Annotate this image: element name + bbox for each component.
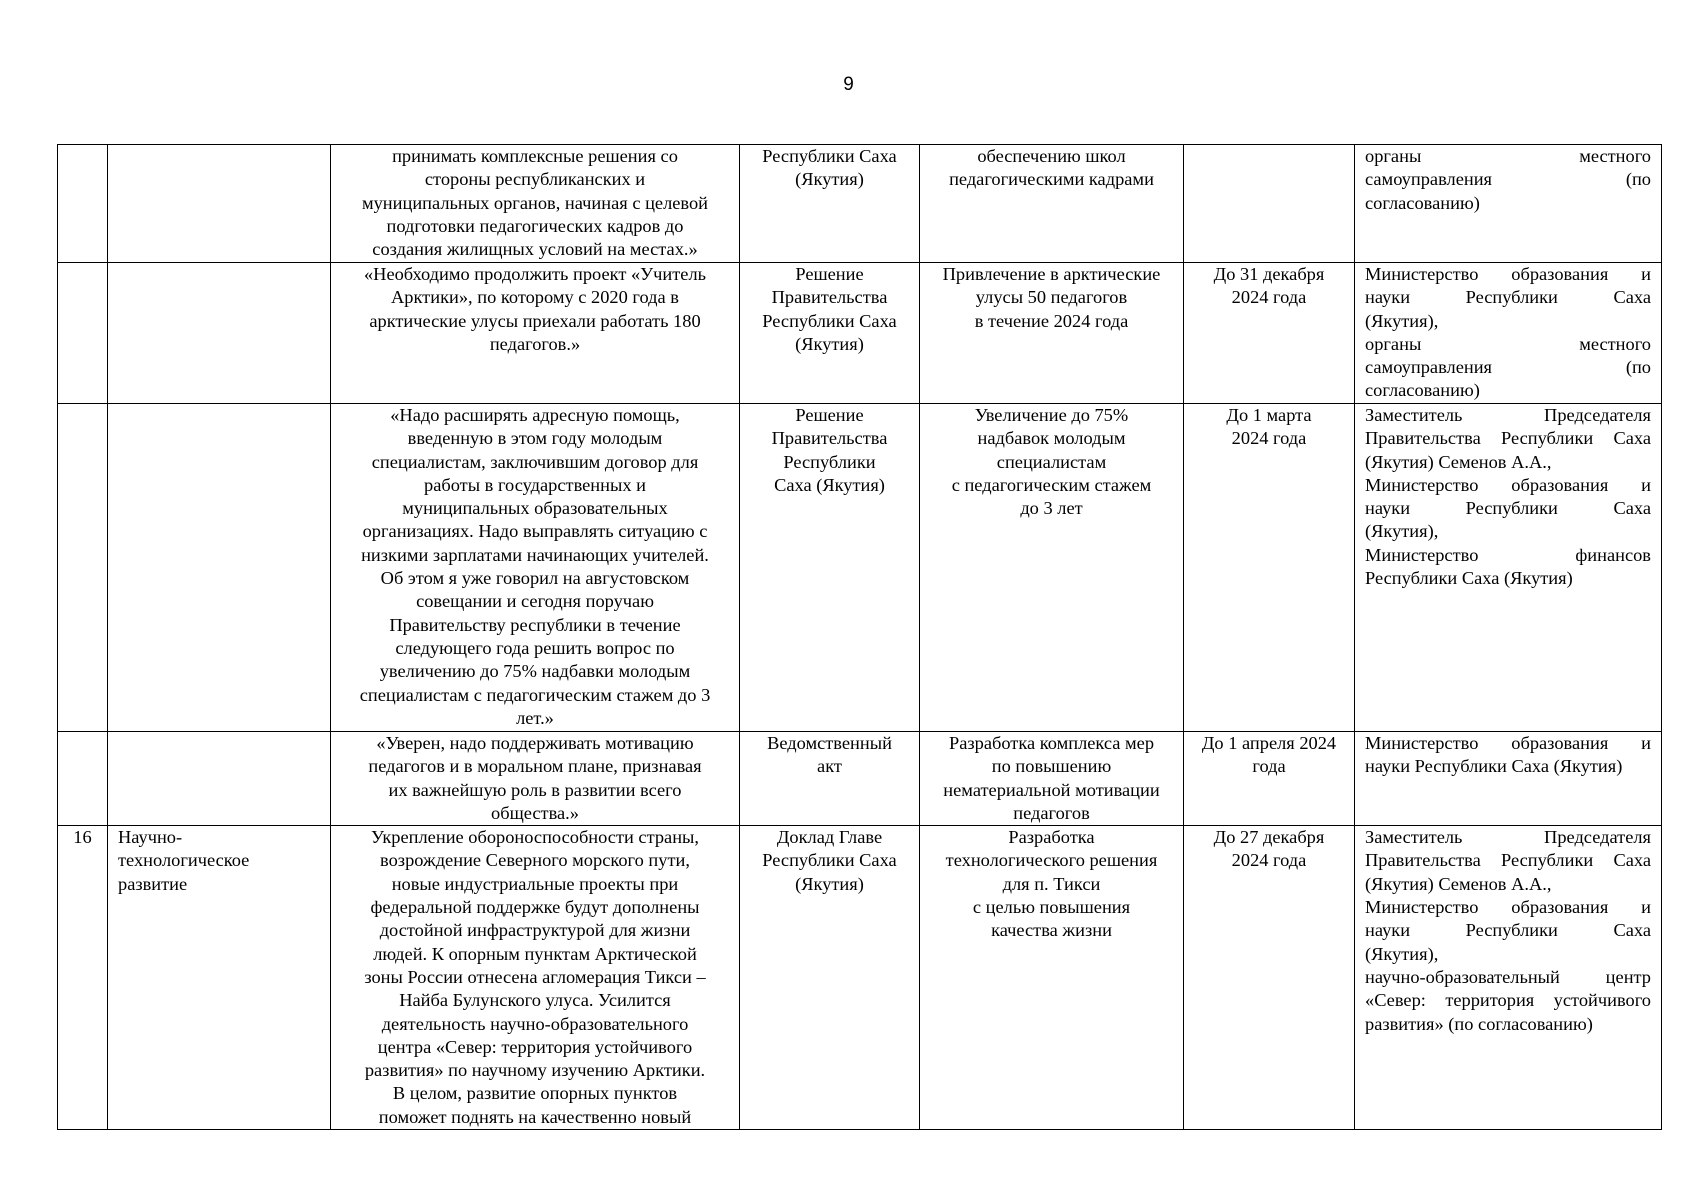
- cell-line: Об этом я уже говорил на августовском: [380, 568, 690, 589]
- cell-line: Научно-: [118, 827, 183, 848]
- cell-line: принимать комплексные решения со: [392, 146, 678, 166]
- cell-line: Привлечение в арктические: [942, 264, 1161, 284]
- implementation-form-cell: [740, 404, 920, 732]
- cell-line: поможет поднять на качественно новый: [378, 1106, 692, 1127]
- cell-line: деятельность научно-образовательного: [381, 1013, 689, 1034]
- cell-line: людей. К опорным пунктам Арктической: [373, 943, 697, 964]
- expected-result-cell: [920, 826, 1184, 1130]
- address-quote-cell: [331, 732, 740, 826]
- cell-line: Министерство образования и: [1365, 897, 1651, 918]
- row-number-cell: [58, 404, 108, 732]
- cell-line: технологического решения: [945, 850, 1158, 871]
- cell-line: развития» по научному изучению Арктики.: [364, 1060, 706, 1081]
- direction-cell: [108, 826, 331, 1130]
- cell-line: возрождение Северного морского пути,: [380, 850, 690, 871]
- deadline-cell: [1184, 826, 1355, 1130]
- cell-line: 2024 года: [1231, 428, 1307, 449]
- cell-line: педагогов.»: [489, 333, 581, 354]
- cell-line: Правительству республики в течение: [389, 614, 681, 635]
- cell-line: «Надо расширять адресную помощь,: [390, 405, 680, 425]
- cell-line: арктические улусы приехали работать 180: [369, 310, 701, 331]
- cell-line: До 1 марта: [1226, 405, 1312, 425]
- cell-line: Министерство образования и: [1365, 733, 1651, 753]
- cell-line: «Север: территория устойчивого: [1365, 990, 1651, 1011]
- cell-line: акт: [817, 756, 842, 777]
- cell-line: Правительства Республики Саха: [1365, 428, 1651, 449]
- cell-line: в течение 2024 года: [974, 310, 1129, 331]
- cell-line: специалистам с педагогическим стажем до 3: [359, 684, 711, 705]
- cell-line: достойной инфраструктурой для жизни: [379, 920, 691, 941]
- deadline-cell: [1184, 404, 1355, 732]
- cell-line: органы местного: [1365, 146, 1651, 166]
- responsible-cell: [1355, 145, 1662, 263]
- cell-line: (Якутия),: [1365, 310, 1439, 331]
- direction-cell: [108, 732, 331, 826]
- cell-line: с целью повышения: [972, 897, 1131, 918]
- cell-line: их важнейшую роль в развитии всего: [388, 779, 682, 800]
- cell-line: введенную в этом году молодым: [407, 428, 663, 449]
- cell-line: следующего года решить вопрос по: [395, 637, 675, 658]
- deadline-cell: [1184, 263, 1355, 404]
- table-row: [58, 732, 1662, 826]
- cell-line: федеральной поддержке будут дополнены: [370, 897, 700, 918]
- cell-line: науки Республики Саха: [1365, 287, 1651, 308]
- cell-line: Доклад Главе: [776, 827, 883, 848]
- row-number-cell: [58, 263, 108, 404]
- cell-line: Решение: [795, 264, 864, 284]
- cell-line: Правительства: [771, 287, 888, 308]
- cell-line: Министерство образования и: [1365, 264, 1651, 284]
- cell-line: Увеличение до 75%: [974, 405, 1129, 425]
- direction-cell: [108, 263, 331, 404]
- cell-line: науки Республики Саха: [1365, 920, 1651, 941]
- row-number-cell: [58, 145, 108, 263]
- cell-line: по повышению: [991, 756, 1112, 777]
- cell-line: Министерство финансов: [1365, 544, 1651, 565]
- cell-line: Решение: [795, 405, 864, 425]
- cell-line: самоуправления (по: [1365, 169, 1651, 190]
- cell-line: согласованию): [1365, 192, 1480, 213]
- expected-result-cell: [920, 145, 1184, 263]
- cell-line: совещании и сегодня поручаю: [416, 591, 654, 612]
- responsible-cell: [1355, 732, 1662, 826]
- cell-line: специалистам: [996, 451, 1107, 472]
- cell-line: (Якутия) Семенов А.А.,: [1365, 451, 1552, 472]
- cell-line: педагогов и в моральном плане, признавая: [368, 756, 702, 777]
- table-row: [58, 145, 1662, 263]
- cell-line: надбавок молодым: [977, 428, 1126, 449]
- cell-line: улусы 50 педагогов: [975, 287, 1128, 308]
- cell-line: Заместитель Председателя: [1365, 405, 1651, 425]
- cell-line: лет.»: [516, 707, 554, 728]
- cell-line: 2024 года: [1231, 287, 1307, 308]
- cell-line: До 1 апреля 2024: [1201, 733, 1337, 753]
- cell-line: Заместитель Председателя: [1365, 827, 1651, 848]
- cell-line: (Якутия),: [1365, 521, 1439, 542]
- deadline-cell: [1184, 145, 1355, 263]
- address-quote-cell: [331, 826, 740, 1130]
- page-number: 9: [843, 74, 854, 95]
- implementation-form-cell: [740, 826, 920, 1130]
- cell-line: 2024 года: [1231, 850, 1307, 871]
- cell-line: органы местного: [1365, 333, 1651, 354]
- table-row: [58, 826, 1662, 1130]
- row-number-cell: 16: [58, 826, 108, 1130]
- expected-result-cell: [920, 404, 1184, 732]
- cell-line: общества.»: [491, 802, 579, 823]
- implementation-form-cell: [740, 263, 920, 404]
- cell-line: До 27 декабря: [1213, 827, 1325, 848]
- cell-line: Республики Саха (Якутия): [1365, 568, 1573, 589]
- cell-line: (Якутия),: [1365, 943, 1439, 964]
- cell-line: обеспечению школ: [977, 146, 1126, 166]
- cell-line: согласованию): [1365, 380, 1480, 401]
- cell-line: Укрепление обороноспособности страны,: [370, 827, 700, 848]
- cell-line: педагогов: [1013, 802, 1090, 823]
- cell-line: зоны России отнесена агломерация Тикси –: [364, 966, 706, 987]
- cell-line: Республики Саха: [762, 146, 897, 166]
- cell-line: года: [1252, 756, 1286, 777]
- cell-line: (Якутия): [795, 333, 864, 354]
- cell-line: До 31 декабря: [1213, 264, 1325, 284]
- cell-line: (Якутия) Семенов А.А.,: [1365, 873, 1552, 894]
- cell-line: В целом, развитие опорных пунктов: [392, 1083, 678, 1104]
- cell-line: работы в государственных и: [424, 474, 646, 495]
- direction-cell: [108, 145, 331, 263]
- cell-line: Разработка комплекса мер: [948, 733, 1155, 753]
- cell-line: специалистам, заключившим договор для: [371, 451, 699, 472]
- cell-line: новые индустриальные проекты при: [391, 873, 679, 894]
- cell-line: Республики: [783, 451, 876, 472]
- cell-line: муниципальных органов, начиная с целевой: [361, 192, 709, 213]
- cell-line: развитие: [118, 873, 188, 894]
- cell-line: организациях. Надо выправлять ситуацию с: [362, 521, 708, 542]
- implementation-form-cell: [740, 732, 920, 826]
- cell-line: технологическое: [118, 850, 250, 871]
- responsible-cell: [1355, 404, 1662, 732]
- cell-line: Найба Булунского улуса. Усилится: [399, 990, 671, 1011]
- cell-line: (Якутия): [795, 873, 864, 894]
- cell-line: для п. Тикси: [1002, 873, 1101, 894]
- cell-line: Республики Саха: [762, 310, 897, 331]
- cell-line: научно-образовательный центр: [1365, 966, 1651, 987]
- address-quote-cell: [331, 145, 740, 263]
- deadline-cell: [1184, 732, 1355, 826]
- cell-line: стороны республиканских и: [424, 169, 646, 190]
- cell-line: «Уверен, надо поддерживать мотивацию: [376, 733, 694, 753]
- cell-line: увеличению до 75% надбавки молодым: [379, 661, 691, 682]
- cell-line: Республики Саха: [762, 850, 897, 871]
- cell-line: Министерство образования и: [1365, 474, 1651, 495]
- cell-line: Ведомственный: [767, 733, 892, 753]
- cell-line: создания жилищных условий на местах.»: [372, 239, 698, 260]
- cell-line: до 3 лет: [1020, 498, 1083, 519]
- cell-line: подготовки педагогических кадров до: [386, 215, 684, 236]
- cell-line: самоуправления (по: [1365, 357, 1651, 378]
- measures-table: [57, 144, 1662, 1130]
- table-row: [58, 263, 1662, 404]
- cell-line: (Якутия): [795, 169, 864, 190]
- responsible-cell: [1355, 263, 1662, 404]
- cell-line: Саха (Якутия): [774, 474, 885, 495]
- cell-line: развития» (по согласованию): [1365, 1013, 1593, 1034]
- cell-line: муниципальных образовательных: [402, 498, 668, 519]
- address-quote-cell: [331, 404, 740, 732]
- cell-line: качества жизни: [991, 920, 1112, 941]
- cell-line: с педагогическим стажем: [951, 474, 1152, 495]
- cell-line: Правительства: [771, 428, 888, 449]
- cell-line: педагогическими кадрами: [949, 169, 1154, 190]
- address-quote-cell: [331, 263, 740, 404]
- implementation-form-cell: [740, 145, 920, 263]
- cell-line: науки Республики Саха (Якутия): [1365, 756, 1623, 777]
- cell-line: науки Республики Саха: [1365, 498, 1651, 519]
- row-number-cell: [58, 732, 108, 826]
- cell-line: низкими зарплатами начинающих учителей.: [361, 544, 709, 565]
- cell-line: Разработка: [1008, 827, 1095, 848]
- cell-line: центра «Север: территория устойчивого: [377, 1036, 693, 1057]
- expected-result-cell: [920, 732, 1184, 826]
- responsible-cell: [1355, 826, 1662, 1130]
- cell-line: Правительства Республики Саха: [1365, 850, 1651, 871]
- cell-line: «Необходимо продолжить проект «Учитель: [363, 264, 707, 284]
- cell-line: Арктики», по которому с 2020 года в: [391, 287, 679, 308]
- direction-cell: [108, 404, 331, 732]
- cell-line: нематериальной мотивации: [943, 779, 1160, 800]
- table-row: [58, 404, 1662, 732]
- expected-result-cell: [920, 263, 1184, 404]
